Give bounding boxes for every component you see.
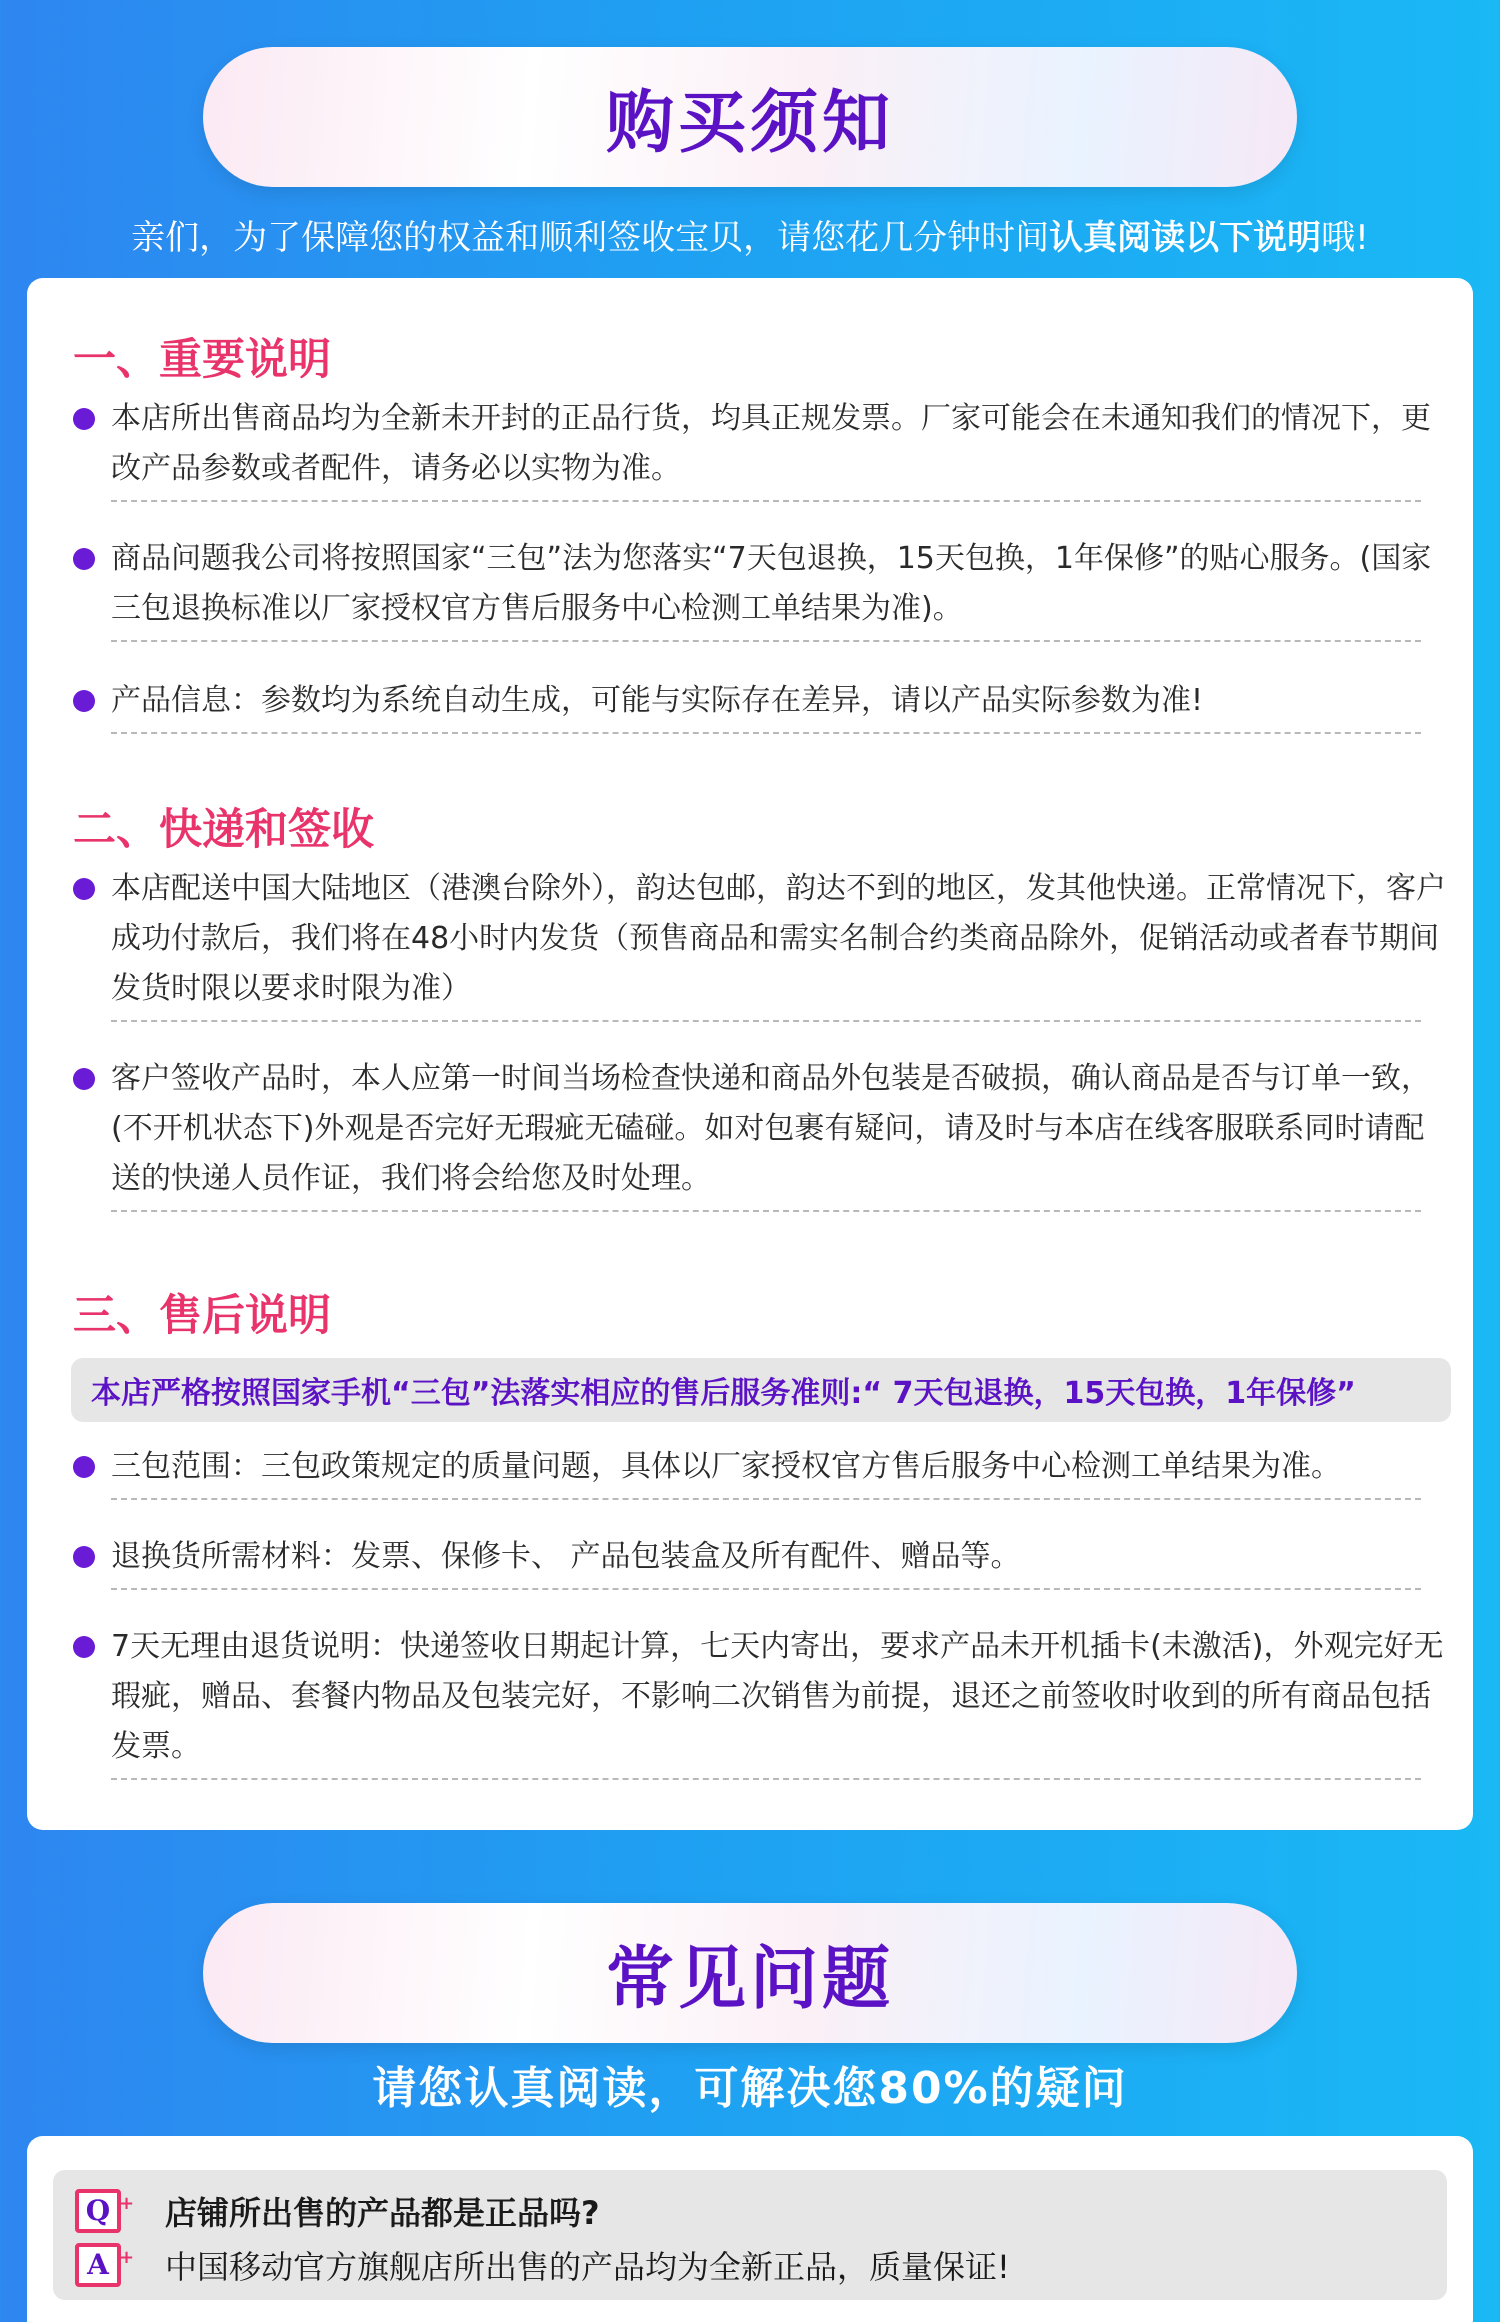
section-heading-delivery: 二、快递和签收 bbox=[73, 805, 374, 855]
intro-text bbox=[0, 210, 1500, 259]
faq-title: 常见问题 bbox=[605, 1939, 894, 2019]
intro-bold: 认真阅读以下说明 bbox=[1049, 218, 1322, 258]
bullet-dot bbox=[73, 1546, 95, 1568]
question-icon: Q + bbox=[75, 2189, 147, 2233]
answer-icon: A + bbox=[75, 2243, 147, 2287]
bullet-dot bbox=[73, 548, 95, 570]
bullet-dot bbox=[73, 878, 95, 900]
list-item: 客户签收产品时，本人应第一时间当场检查快递和商品外包装是否破损，确认商品是否与订单一致，(不开机状态下)外观是否完好无瑕疵无磕碰。如对包裹有疑问，请及时与本店在线客服联系同时请配送的快递人员作证，我们将会给您及时处理。 bbox=[111, 1054, 1451, 1212]
faq-subtitle: 请您认真阅读，可解决您80%的疑问 bbox=[372, 2063, 1128, 2114]
list-item: 本店配送中国大陆地区（港澳台除外），韵达包邮，韵达不到的地区，发其他快递。正常情况下，客户成功付款后，我们将在48小时内发货（预售商品和需实名制合约类商品除外，促销活动或者春节期间发货时限以要求时限为准） bbox=[111, 864, 1451, 1022]
list-item: 7天无理由退货说明：快递签收日期起计算，七天内寄出，要求产品未开机插卡(未激活)，外观完好无瑕疵，赠品、套餐内物品及包装完好，不影响二次销售为前提，退还之前签收时收到的所有商品包括发票。 bbox=[111, 1622, 1451, 1780]
faq-card bbox=[27, 2136, 1473, 2322]
notice-card bbox=[27, 278, 1473, 1830]
section-heading-important: 一、重要说明 bbox=[73, 335, 331, 385]
dashed-divider bbox=[111, 1020, 1421, 1022]
intro-end: 哦! bbox=[1321, 218, 1369, 258]
bullet-dot bbox=[73, 690, 95, 712]
dashed-divider bbox=[111, 732, 1421, 734]
faq-answer: 中国移动官方旗舰店所出售的产品均为全新正品，质量保证! bbox=[165, 2248, 1010, 2286]
title-pill-purchase-notice bbox=[203, 47, 1297, 187]
list-item: 本店所出售商品均为全新未开封的正品行货，均具正规发票。厂家可能会在未通知我们的情况下，更改产品参数或者配件，请务必以实物为准。 bbox=[111, 394, 1451, 502]
list-item: 商品问题我公司将按照国家“三包”法为您落实“7天包退换，15天包换，1年保修”的贴心服务。(国家三包退换标准以厂家授权官方售后服务中心检测工单结果为准)。 bbox=[111, 534, 1451, 642]
list-item: 三包范围：三包政策规定的质量问题，具体以厂家授权官方售后服务中心检测工单结果为准。 bbox=[111, 1442, 1451, 1500]
dashed-divider bbox=[111, 1588, 1421, 1590]
bullet-dot bbox=[73, 408, 95, 430]
faq-item bbox=[53, 2170, 1447, 2300]
bullet-dot bbox=[73, 1636, 95, 1658]
dashed-divider bbox=[111, 1210, 1421, 1212]
section-heading-aftersale: 三、售后说明 bbox=[73, 1291, 331, 1341]
title-pill-faq bbox=[203, 1903, 1297, 2043]
list-item: 退换货所需材料：发票、保修卡、 产品包装盒及所有配件、赠品等。 bbox=[111, 1532, 1451, 1590]
dashed-divider bbox=[111, 500, 1421, 502]
aftersale-banner: 本店严格按照国家手机“三包”法落实相应的售后服务准则:“ 7天包退换，15天包换，1年保修” bbox=[71, 1358, 1451, 1422]
intro-normal: 亲们，为了保障您的权益和顺利签收宝贝，请您花几分钟时间 bbox=[131, 218, 1050, 258]
bullet-dot bbox=[73, 1456, 95, 1478]
dashed-divider bbox=[111, 1778, 1421, 1780]
dashed-divider bbox=[111, 640, 1421, 642]
dashed-divider bbox=[111, 1498, 1421, 1500]
faq-question-row bbox=[75, 2188, 600, 2234]
list-item: 产品信息：参数均为系统自动生成，可能与实际存在差异，请以产品实际参数为准! bbox=[111, 676, 1451, 734]
faq-question: 店铺所出售的产品都是正品吗? bbox=[165, 2194, 600, 2232]
faq-answer-row bbox=[75, 2242, 1010, 2288]
page-title: 购买须知 bbox=[605, 83, 894, 163]
bullet-dot bbox=[73, 1068, 95, 1090]
